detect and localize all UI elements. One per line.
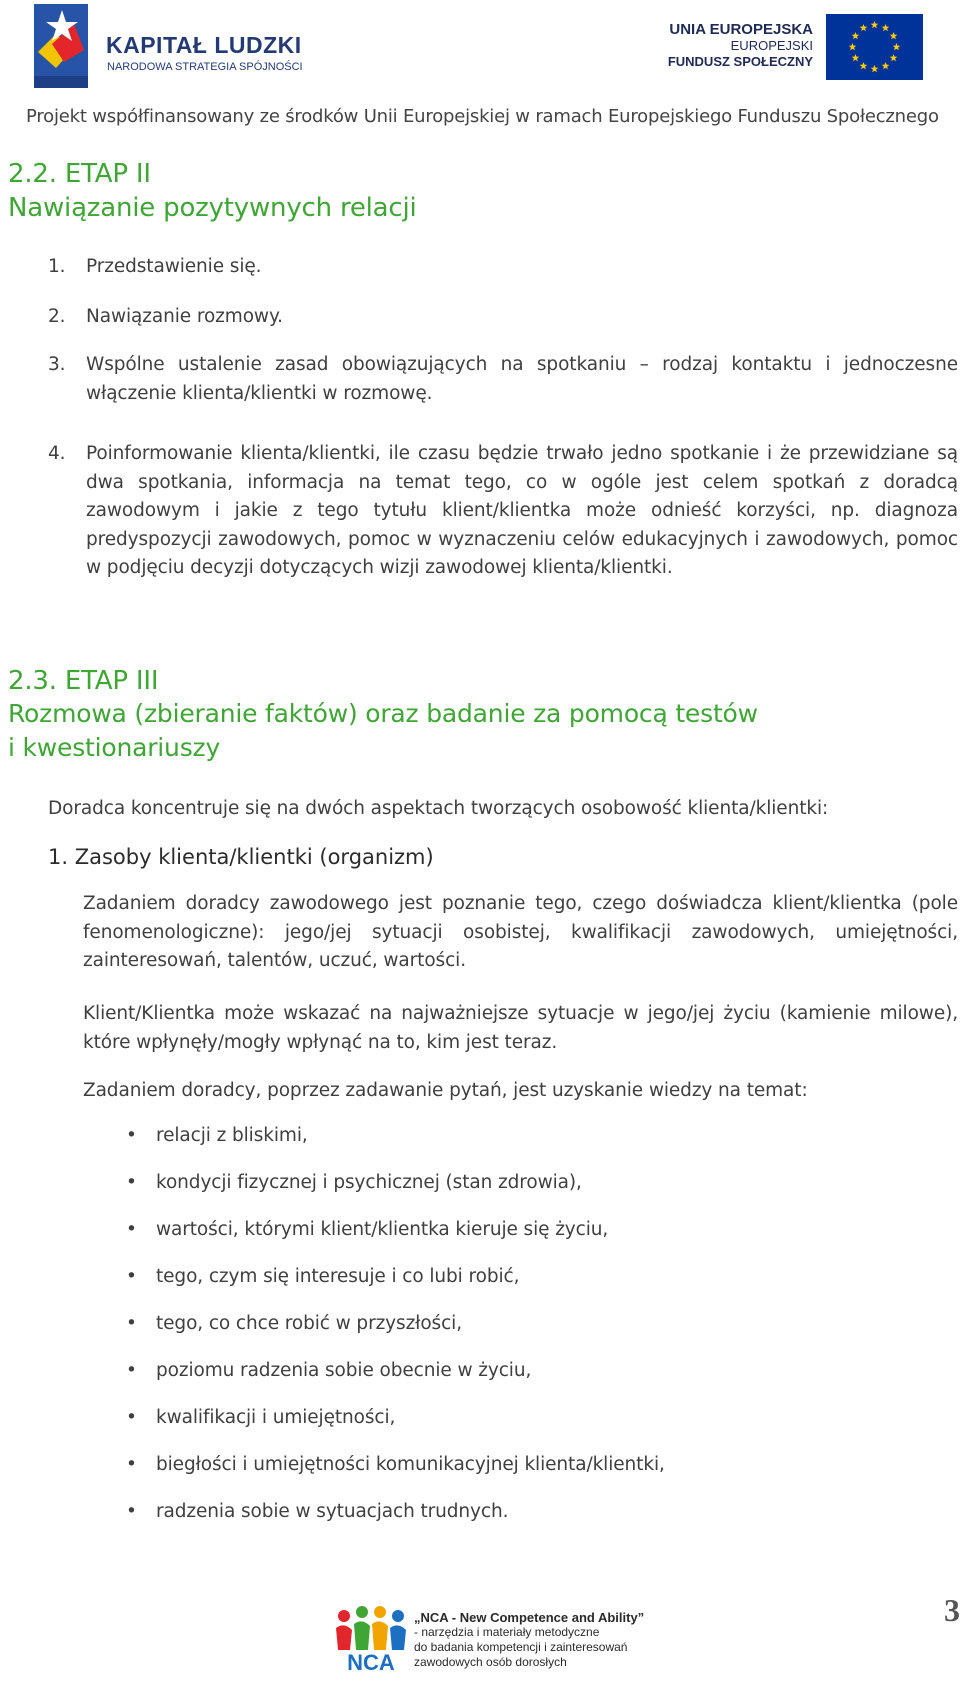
knowledge-topics-list <box>126 1122 946 1545</box>
bullet-icon: • <box>126 1360 137 1381</box>
section-2-3-heading-title-cont: i kwestionariuszy <box>8 733 221 762</box>
kapital-ludzki-title: KAPITAŁ LUDZKI <box>106 32 302 58</box>
list-item-text: kwalifikacji i umiejętności, <box>156 1407 396 1428</box>
nca-logo-icon <box>332 1606 410 1678</box>
list-item-number: 4. <box>48 443 66 464</box>
list-item <box>48 303 958 351</box>
list-item-text: tego, co chce robić w przyszłości, <box>156 1313 462 1334</box>
eu-line-1: UNIA EUROPEJSKA <box>669 21 813 38</box>
list-item-text: Poinformowanie klienta/klientki, ile czasu będzie trwało jedno spotkanie i że przewidziane są dwa spotkania, informacja na temat tego, co w ogóle jest celem spotkań z doradcą zawodowym i jakie z tego tytułu klient/klientka może odnieść korzyści, np. diagnoza predyspozycji zawodowych, pomoc w wyznaczeniu celów edukacyjnych i zawodowych, pomoc w podjęciu decyzji dotyczących wizji zawodowej klienta/klientki. <box>86 443 958 578</box>
list-item-text: kondycji fizycznej i psychicznej (stan zdrowia), <box>156 1172 582 1193</box>
section-2-3-intro: Doradca koncentruje się na dwóch aspektach tworzących osobowość klienta/klientki: <box>48 798 829 819</box>
bullet-icon: • <box>126 1172 137 1193</box>
resources-paragraph-3: Zadaniem doradcy, poprzez zadawanie pytań, jest uzyskanie wiedzy na temat: <box>83 1080 808 1101</box>
nca-caption-line-1: „NCA - New Competence and Ability” <box>414 1610 645 1625</box>
list-item <box>126 1357 946 1404</box>
kapital-ludzki-mark-icon <box>34 4 88 88</box>
nca-logo-label: NCA <box>347 1650 395 1675</box>
eu-line-2: EUROPEJSKI <box>730 38 813 53</box>
list-item-text: wartości, którymi klient/klientka kieruje się życiu, <box>156 1219 609 1240</box>
list-item <box>126 1216 946 1263</box>
list-item-text: Wspólne ustalenie zasad obowiązujących na spotkaniu – rodzaj kontaktu i jednoczesne włączenie klienta/klientki w rozmowę. <box>86 354 958 404</box>
section-2-2-heading-title: Nawiązanie pozytywnych relacji <box>8 193 417 223</box>
nca-caption-line-3: do badania kompetencji i zainteresowań <box>414 1640 628 1654</box>
list-item <box>126 1263 946 1310</box>
nca-caption-line-4: zawodowych osób dorosłych <box>414 1655 567 1669</box>
section-2-2-heading-number: 2.2. ETAP II <box>8 159 151 189</box>
list-item <box>126 1310 946 1357</box>
list-item <box>126 1122 946 1169</box>
eu-line-3: FUNDUSZ SPOŁECZNY <box>667 54 813 69</box>
section-2-3-heading-number: 2.3. ETAP III <box>8 666 159 696</box>
list-item-text: Nawiązanie rozmowy. <box>86 306 283 327</box>
bullet-icon: • <box>126 1407 137 1428</box>
list-item <box>126 1169 946 1216</box>
list-item <box>126 1498 946 1545</box>
eu-flag-icon <box>826 14 923 80</box>
resources-paragraph-1: Zadaniem doradcy zawodowego jest poznanie tego, czego doświadcza klient/klientka (pole fenomenologiczne): jego/jej sytuacji osobistej, kwalifikacji zawodowych, umiejętności, zainteresowań, talentów, uczuć, wartości. <box>83 893 958 971</box>
section-2-3-heading-title: Rozmowa (zbieranie faktów) oraz badanie za pomocą testów <box>8 699 758 728</box>
list-item-text: radzenia sobie w sytuacjach trudnych. <box>156 1501 509 1522</box>
list-item-number: 1. <box>48 256 66 277</box>
list-item <box>48 351 958 440</box>
bullet-icon: • <box>126 1501 137 1522</box>
page-number: 3 <box>944 1592 960 1628</box>
bullet-icon: • <box>126 1313 137 1334</box>
project-cofinancing-note: Projekt współfinansowany ze środków Unii Europejskiej w ramach Europejskiego Funduszu Społecznego <box>26 106 939 127</box>
list-item-number: 3. <box>48 354 66 375</box>
resources-subheading: 1. Zasoby klienta/klientki (organizm) <box>48 845 434 869</box>
list-item-text: poziomu radzenia sobie obecnie w życiu, <box>156 1360 532 1381</box>
list-item-number: 2. <box>48 306 66 327</box>
bullet-icon: • <box>126 1454 137 1475</box>
stage-2-steps-list <box>48 253 958 583</box>
eu-fund-label <box>668 22 813 70</box>
kapital-ludzki-logo <box>34 4 303 90</box>
bullet-icon: • <box>126 1125 137 1146</box>
bullet-icon: • <box>126 1266 137 1287</box>
list-item-text: relacji z bliskimi, <box>156 1125 308 1146</box>
bullet-icon: • <box>126 1219 137 1240</box>
list-item-text: biegłości i umiejętności komunikacyjnej klienta/klientki, <box>156 1454 665 1475</box>
kapital-ludzki-subtitle: NARODOWA STRATEGIA SPÓJNOŚCI <box>107 61 303 73</box>
list-item <box>126 1404 946 1451</box>
list-item-text: Przedstawienie się. <box>86 256 262 277</box>
resources-paragraph-2: Klient/Klientka może wskazać na najważniejsze sytuacje w jego/jej życiu (kamienie milowe), które wpłynęły/mogły wpłynąć na to, kim jest teraz. <box>83 1003 958 1053</box>
list-item <box>48 253 958 303</box>
list-item <box>48 440 958 583</box>
list-item <box>126 1451 946 1498</box>
nca-caption-line-2: - narzędzia i materiały metodyczne <box>414 1625 600 1639</box>
nca-project-caption <box>414 1610 644 1670</box>
list-item-text: tego, czym się interesuje i co lubi robić, <box>156 1266 520 1287</box>
